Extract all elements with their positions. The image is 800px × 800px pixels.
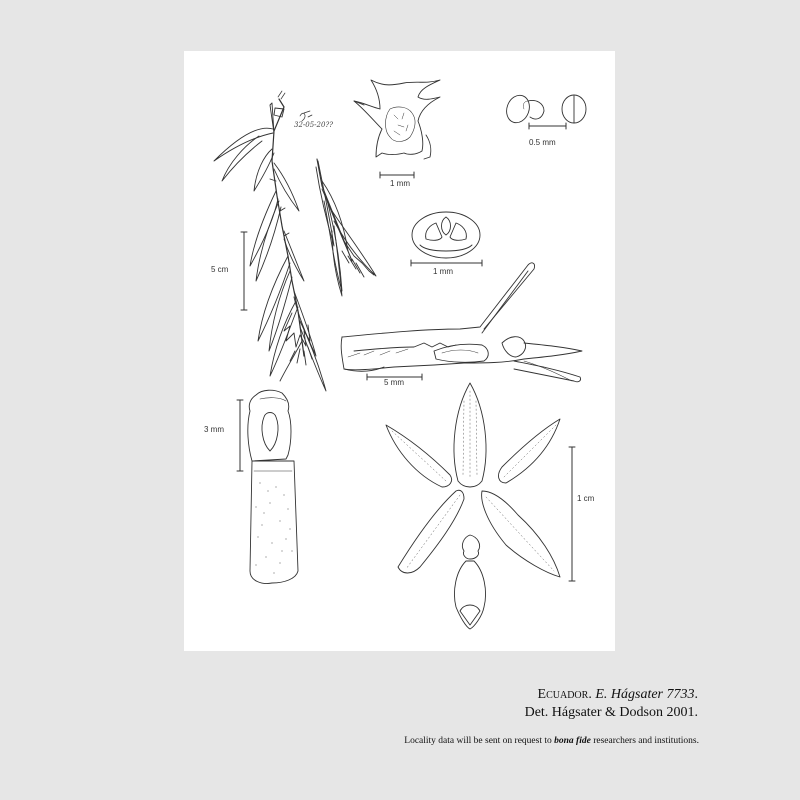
scale-label-flower: 1 cm (577, 494, 595, 503)
illustration-plate (184, 51, 615, 651)
collection-line: Ecuador. E. Hágsater 7733. (537, 687, 698, 702)
scale-label-habit: 5 cm (211, 265, 229, 274)
scale-label-anther: 1 mm (390, 179, 410, 188)
specimen-caption (525, 686, 698, 722)
scale-label-column: 3 mm (204, 425, 224, 434)
column-drawing (237, 390, 298, 583)
note-after: researchers and institutions. (593, 736, 699, 746)
habit-drawing (214, 91, 326, 391)
column-stipple (255, 482, 292, 573)
scale-label-section: 5 mm (384, 378, 404, 387)
note-italic: bona fide (554, 736, 591, 746)
flower-section-drawing (341, 263, 582, 382)
country: Ecuador (537, 687, 589, 702)
collector: E. Hágsater 7733 (595, 687, 695, 702)
determination-line: Det. Hágsater & Dodson 2001. (524, 705, 698, 720)
flower-drawing (386, 383, 575, 629)
branch-drawing (316, 159, 376, 296)
pollinia-drawing (503, 92, 586, 129)
ovary-section-drawing (411, 212, 482, 266)
locality-note (404, 736, 699, 746)
scale-label-pollinia: 0.5 mm (529, 138, 556, 147)
artist-signature: 32-05-20?? (294, 121, 333, 129)
anther-drawing (354, 80, 440, 178)
note-before: Locality data will be sent on request to (404, 736, 552, 746)
scale-label-ovary: 1 mm (433, 267, 453, 276)
